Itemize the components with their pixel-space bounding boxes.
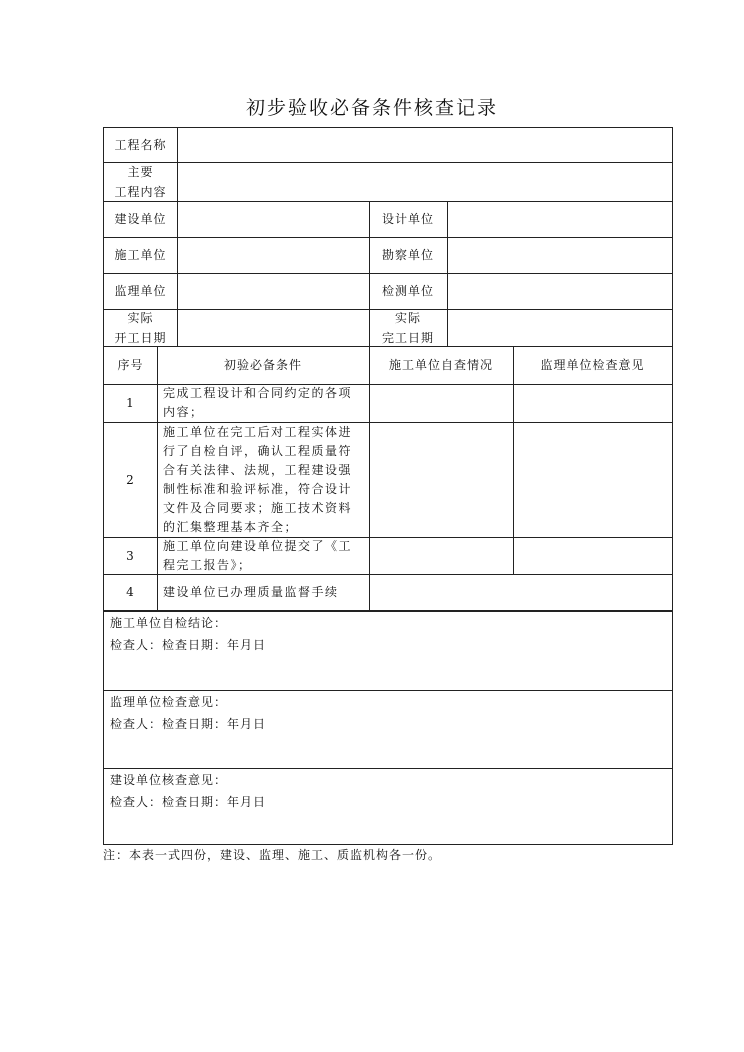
section-contractor-conclusion[interactable]: [104, 612, 672, 690]
label-project-name: 工程名称: [114, 138, 167, 152]
footnote: 注：本表一式四份，建设、监理、施工、质监机构各一份。: [103, 848, 442, 862]
label-surveyor: 勘察单位: [381, 248, 434, 262]
row-3-condition: 施工单位向建设单位提交了《工程完工报告》；: [163, 538, 353, 572]
section-owner-review[interactable]: [104, 769, 672, 844]
supervisor-field[interactable]: [177, 273, 369, 309]
label-designer: 设计单位: [381, 212, 434, 226]
finish-date-field[interactable]: [447, 309, 672, 346]
row-3-no: 3: [126, 548, 135, 563]
row-3-self-check[interactable]: [369, 537, 513, 574]
label-contractor: 施工单位: [114, 248, 167, 262]
label-main-content-line1: 主要: [127, 164, 154, 179]
row-1-no: 1: [126, 396, 135, 410]
row-2-self-check[interactable]: [369, 422, 513, 537]
form-title: 初步验收必备条件核查记录: [245, 97, 498, 119]
row-1-self-check[interactable]: [369, 384, 513, 422]
header-supervisor-opinion: 监理单位检查意见: [540, 358, 645, 372]
label-main-content: [104, 162, 177, 201]
section-owner-heading: 建设单位核查意见：: [110, 773, 228, 787]
row-4-condition: 建设单位已办理质量监督手续: [163, 584, 339, 599]
label-finish-date-line2: 完工日期: [381, 330, 434, 345]
row-4-check[interactable]: [369, 574, 672, 610]
main-content-field[interactable]: [177, 162, 672, 201]
row-4-no: 4: [126, 585, 135, 599]
testing-field[interactable]: [447, 273, 672, 309]
row-1-condition: 完成工程设计和合同约定的各项内容；: [163, 386, 353, 419]
section-owner-sign: 检查人：检查日期：年月日: [110, 795, 267, 809]
label-start-date-line2: 开工日期: [114, 330, 167, 345]
surveyor-field[interactable]: [447, 237, 672, 273]
label-start-date-line1: 实际: [127, 310, 154, 325]
row-2-condition: 施工单位在完工后对工程实体进行了自检自评，确认工程质量符合有关法律、法规，工程建设强制性标准和验评标准，符合设计文件及合同要求；施工技术资料的汇集整理基本齐全；: [163, 424, 353, 534]
start-date-field[interactable]: [177, 309, 369, 346]
owner-field[interactable]: [177, 201, 369, 237]
designer-field[interactable]: [447, 201, 672, 237]
row-3-supervisor-opinion[interactable]: [513, 537, 672, 574]
label-supervisor: 监理单位: [114, 284, 167, 298]
section-supervisor-sign: 检查人：检查日期：年月日: [110, 717, 267, 731]
section-supervisor-opinion[interactable]: [104, 691, 672, 768]
label-testing: 检测单位: [381, 284, 434, 298]
label-finish-date-line1: 实际: [394, 310, 421, 325]
section-supervisor-heading: 监理单位检查意见：: [110, 695, 228, 709]
section-contractor-sign: 检查人：检查日期：年月日: [110, 638, 267, 652]
row-2-no: 2: [126, 472, 135, 487]
label-finish-date: [369, 309, 447, 346]
label-main-content-line2: 工程内容: [114, 184, 167, 199]
header-condition: 初验必备条件: [223, 358, 302, 372]
section-contractor-heading: 施工单位自检结论：: [110, 616, 228, 630]
inspection-form: [103, 127, 673, 845]
header-no: 序号: [117, 358, 144, 372]
header-self-check: 施工单位自查情况: [388, 358, 493, 372]
contractor-field[interactable]: [177, 237, 369, 273]
row-1-supervisor-opinion[interactable]: [513, 384, 672, 422]
label-start-date: [104, 309, 177, 346]
project-name-field[interactable]: [177, 128, 672, 162]
row-2-supervisor-opinion[interactable]: [513, 422, 672, 537]
label-owner: 建设单位: [114, 212, 167, 226]
